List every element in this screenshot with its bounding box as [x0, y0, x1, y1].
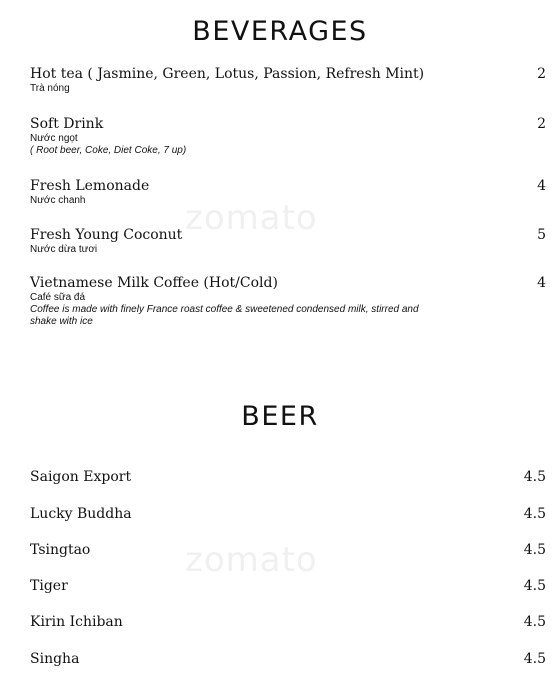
beer-item-price: 4.5 — [523, 614, 546, 630]
beer-item-price: 4.5 — [523, 651, 546, 667]
beer-item-name: Kirin Ichiban — [30, 614, 123, 630]
item-name: Fresh Lemonade — [30, 178, 150, 194]
beer-item-price: 4.5 — [523, 578, 546, 594]
beer-item-name: Lucky Buddha — [30, 506, 132, 522]
item-price: 5 — [537, 227, 546, 243]
beer-item-name: Saigon Export — [30, 469, 132, 485]
menu-item — [30, 178, 550, 207]
item-description: ( Root beer, Coke, Diet Coke, 7 up) — [30, 145, 187, 156]
item-description: Coffee is made with finely France roast coffee & sweetened condensed milk, stirred and shake with ice — [30, 304, 419, 327]
beer-item-price: 4.5 — [523, 506, 546, 522]
item-vietnamese-name: Café sữa đá — [30, 292, 86, 303]
item-price: 2 — [537, 66, 546, 82]
item-name: Fresh Young Coconut — [30, 227, 183, 243]
beer-item-name: Tiger — [30, 578, 68, 594]
item-name: Vietnamese Milk Coffee (Hot/Cold) — [30, 275, 278, 291]
item-vietnamese-name: Trà nóng — [30, 83, 70, 94]
item-price: 4 — [537, 178, 546, 194]
beer-item-name: Singha — [30, 651, 80, 667]
beer-item-name: Tsingtao — [30, 542, 91, 558]
menu-item — [30, 275, 420, 328]
menu-item — [30, 116, 550, 157]
beer-heading: BEER — [241, 401, 319, 432]
item-price: 2 — [537, 116, 546, 132]
menu-item — [30, 66, 550, 95]
item-vietnamese-name: Nước chanh — [30, 195, 86, 206]
zomato-watermark: zomato — [185, 540, 318, 580]
item-vietnamese-name: Nước ngọt — [30, 133, 78, 144]
beer-item-price: 4.5 — [523, 542, 546, 558]
beer-item-price: 4.5 — [523, 469, 546, 485]
item-name: Hot tea ( Jasmine, Green, Lotus, Passion, Refresh Mint) — [30, 66, 425, 82]
item-name: Soft Drink — [30, 116, 104, 132]
item-vietnamese-name: Nước dừa tươi — [30, 244, 98, 255]
zomato-watermark: zomato — [185, 198, 318, 238]
menu-item — [30, 227, 550, 256]
beverages-heading: BEVERAGES — [192, 16, 368, 47]
item-price: 4 — [537, 275, 546, 291]
